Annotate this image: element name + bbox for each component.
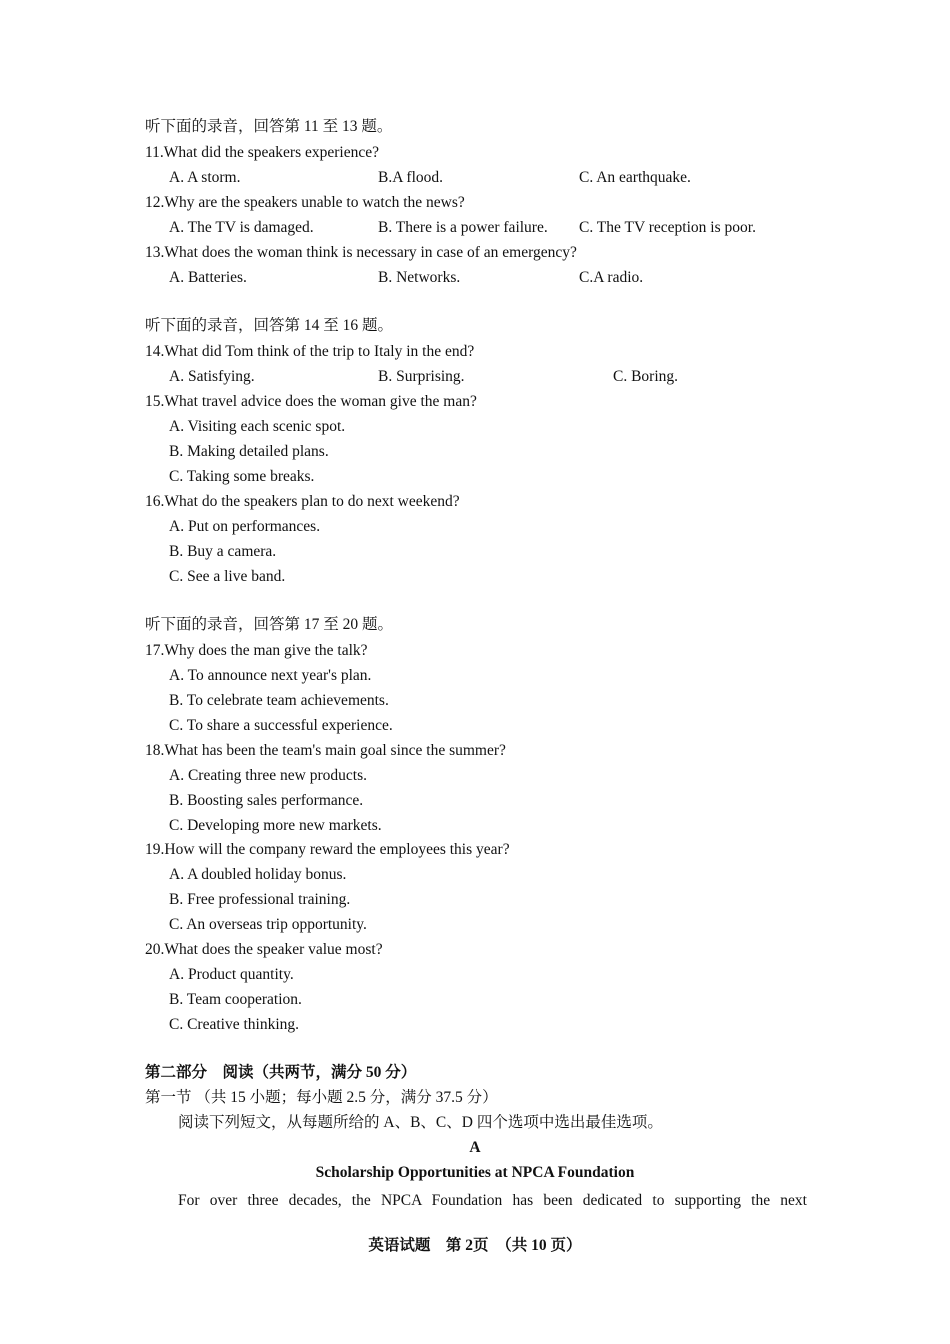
question-stem: 11.What did the speakers experience? [145, 144, 379, 161]
option-c: C. See a live band. [169, 568, 286, 585]
passage-label: A [469, 1139, 481, 1156]
option-a: A. A storm. [169, 169, 241, 186]
option-c: C. An overseas trip opportunity. [169, 916, 367, 933]
option-c: C. The TV reception is poor. [579, 219, 756, 236]
option-a: A. Satisfying. [169, 368, 255, 385]
option-a: A. Batteries. [169, 269, 247, 286]
option-c: C.A radio. [579, 269, 644, 286]
option-c: C. Creative thinking. [169, 1016, 300, 1033]
page-footer: 英语试题 第 2页 （共 10 页） [368, 1237, 582, 1254]
part-heading: 第二部分 阅读（共两节，满分 50 分） [145, 1064, 417, 1081]
reading-instruction: 阅读下列短文，从每题所给的 A、B、C、D 四个选项中选出最佳选项。 [178, 1114, 663, 1131]
option-a: A. A doubled holiday bonus. [169, 866, 347, 883]
passage-body: For over three decades, the NPCA Foundation has been dedicated to supporting the next [178, 1192, 807, 1209]
question-stem: 16.What do the speakers plan to do next weekend? [145, 493, 460, 510]
question-stem: 13.What does the woman think is necessary in case of an emergency? [145, 244, 577, 261]
option-c: C. Taking some breaks. [169, 468, 315, 485]
option-a: A. To announce next year's plan. [169, 667, 372, 684]
section-subheading: 第一节 （共 15 小题；每小题 2.5 分，满分 37.5 分） [145, 1089, 498, 1106]
passage-title: Scholarship Opportunities at NPCA Foundation [315, 1164, 635, 1181]
option-b: B. To celebrate team achievements. [169, 692, 389, 709]
option-b: B. Networks. [378, 269, 461, 286]
option-b: B. There is a power failure. [378, 219, 548, 236]
question-stem: 14.What did Tom think of the trip to Italy in the end? [145, 343, 475, 360]
option-b: B. Making detailed plans. [169, 443, 329, 460]
question-stem: 15.What travel advice does the woman give the man? [145, 393, 477, 410]
section-instruction: 听下面的录音，回答第 11 至 13 题。 [145, 118, 393, 135]
option-a: A. Visiting each scenic spot. [169, 418, 346, 435]
option-b: B. Surprising. [378, 368, 465, 385]
question-stem: 18.What has been the team's main goal since the summer? [145, 742, 506, 759]
question-stem: 17.Why does the man give the talk? [145, 642, 368, 659]
option-a: A. Put on performances. [169, 518, 321, 535]
option-c: C. Developing more new markets. [169, 817, 382, 834]
option-b: B. Boosting sales performance. [169, 792, 364, 809]
option-c: C. To share a successful experience. [169, 717, 393, 734]
option-c: C. An earthquake. [579, 169, 691, 186]
option-b: B.A flood. [378, 169, 444, 186]
question-stem: 20.What does the speaker value most? [145, 941, 383, 958]
option-b: B. Team cooperation. [169, 991, 302, 1008]
option-a: A. Product quantity. [169, 966, 294, 983]
option-b: B. Free professional training. [169, 891, 351, 908]
option-b: B. Buy a camera. [169, 543, 277, 560]
question-stem: 12.Why are the speakers unable to watch the news? [145, 194, 465, 211]
option-a: A. The TV is damaged. [169, 219, 314, 236]
section-instruction: 听下面的录音，回答第 14 至 16 题。 [145, 317, 394, 334]
section-instruction: 听下面的录音，回答第 17 至 20 题。 [145, 616, 394, 633]
question-stem: 19.How will the company reward the employees this year? [145, 841, 510, 858]
option-a: A. Creating three new products. [169, 767, 367, 784]
option-c: C. Boring. [613, 368, 679, 385]
